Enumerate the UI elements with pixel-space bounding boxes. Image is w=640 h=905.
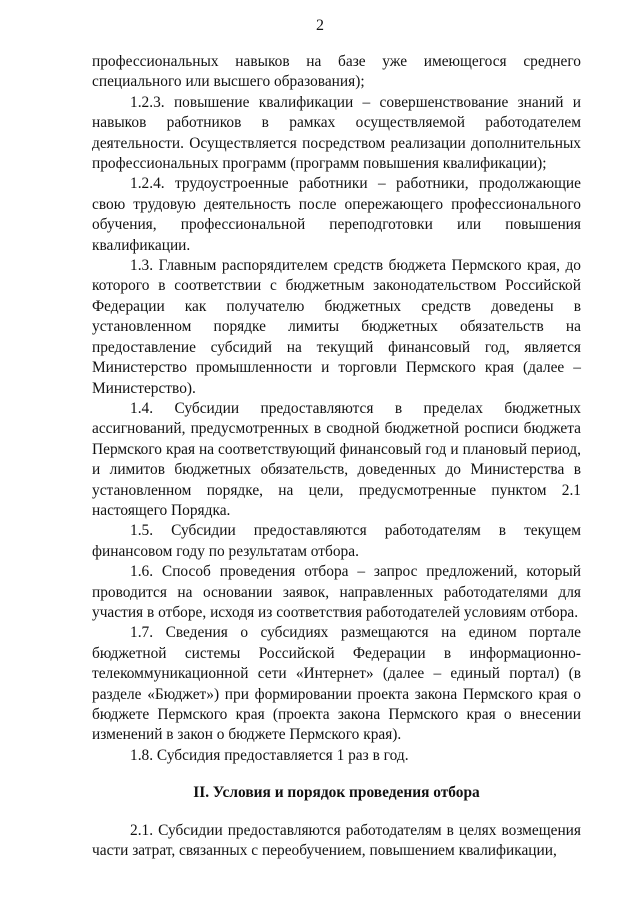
paragraph: 1.5. Субсидии предоставляются работодателям в текущем финансовом году по результатам отбора. xyxy=(92,522,581,560)
document-body xyxy=(92,52,581,861)
paragraph: 1.3. Главным распорядителем средств бюджета Пермского края, до которого в соответствии с бюджетным законодательством Российской Федерации как получателю бюджетных средств доведены в установленном порядке лимиты бюджетных обязательств на предоставление субсидий на текущий финансовый год, является Министерство промышленности и торговли Пермского края (далее – Министерство). xyxy=(92,257,581,397)
paragraph: 1.2.4. трудоустроенные работники – работники, продолжающие свою трудовую деятельность после опережающего профессионального обучения, профессиональной переподготовки или повышения квалификации. xyxy=(92,175,581,254)
paragraph: 1.4. Субсидии предоставляются в пределах бюджетных ассигнований, предусмотренных в сводной бюджетной росписи бюджета Пермского края на соответствующий финансовый год и плановый период, и лимитов бюджетных обязательств, доведенных до Министерства в установленном порядке, на цели, предусмотренные пунктом 2.1 настоящего Порядка. xyxy=(92,399,581,519)
page-number: 2 xyxy=(316,17,324,34)
paragraph: 1.8. Субсидия предоставляется 1 раз в год. xyxy=(130,746,409,764)
paragraph: 1.6. Способ проведения отбора – запрос предложений, который проводится на основании заявок, направленных работодателями для участия в отборе, исходя из соответствия работодателей условиям отбора. xyxy=(92,563,581,621)
paragraph: профессиональных навыков на базе уже имеющегося среднего специального или высшего образования); xyxy=(92,53,581,91)
paragraph: 2.1. Субсидии предоставляются работодателям в целях возмещения части затрат, связанных с переобучением, повышением квалификации, xyxy=(92,821,581,860)
paragraph: 1.2.3. повышение квалификации – совершенствование знаний и навыков работников в рамках осуществляемой работодателем деятельности. Осуществляется посредством реализации дополнительных профессиональных программ (программ повышения квалификации); xyxy=(92,93,581,173)
paragraph: 1.7. Сведения о субсидиях размещаются на едином портале бюджетной системы Российской Федерации в информационно-телекоммуникационной сети «Интернет» (далее – единый портал) (в разделе «Бюджет») при формировании проекта закона Пермского края о бюджете Пермского края (проекта закона Пермского края о внесении изменений в закон о бюджете Пермского края). xyxy=(92,624,581,744)
section-heading: II. Условия и порядок проведения отбора xyxy=(193,784,480,802)
